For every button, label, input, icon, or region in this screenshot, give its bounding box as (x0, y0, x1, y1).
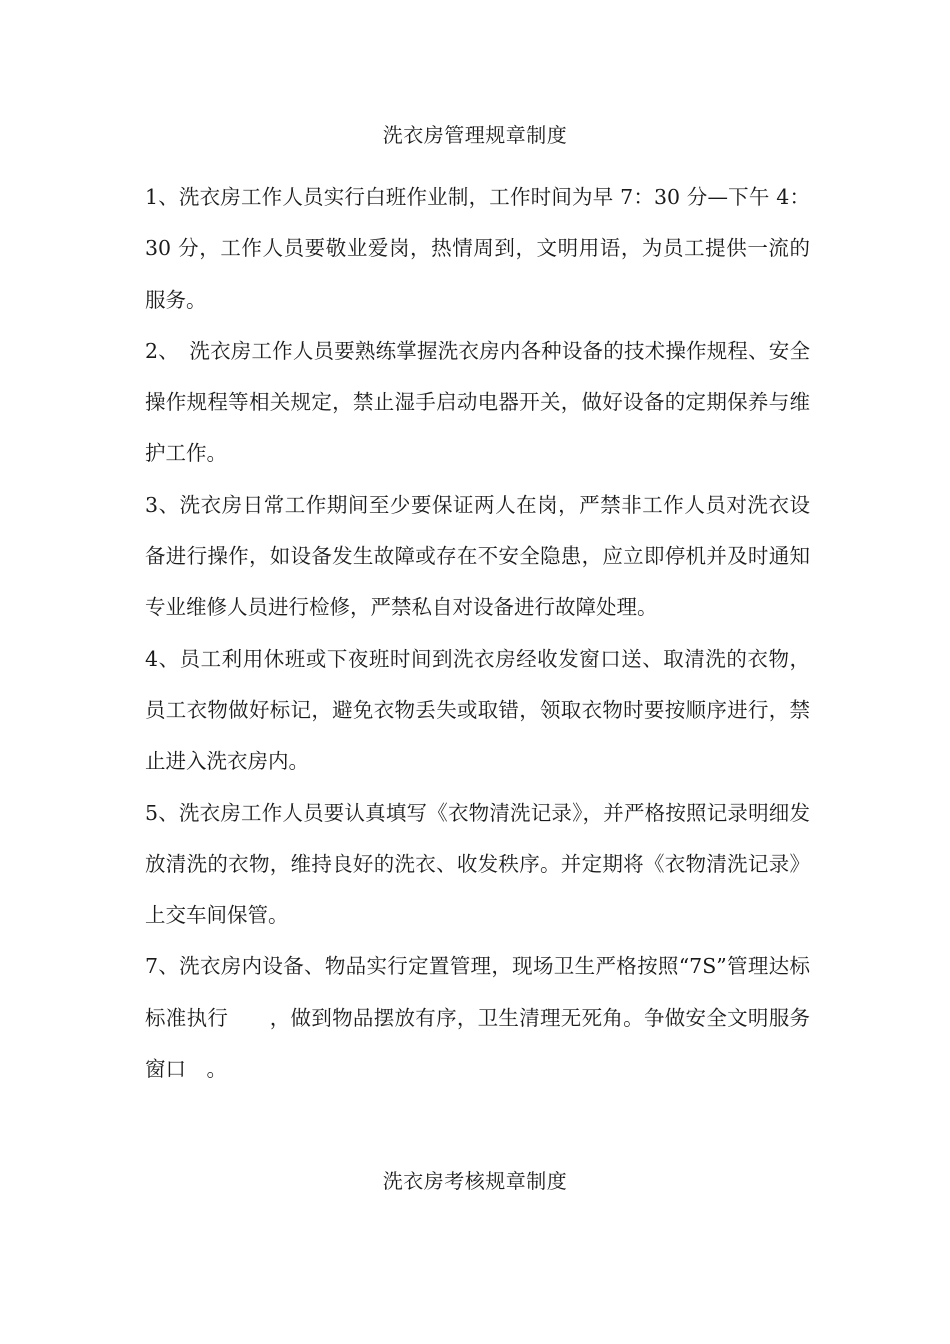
document-title: 洗衣房管理规章制度 (382, 123, 568, 147)
paragraph-4: 4、员工利用休班或下夜班时间到洗衣房经收发窗口送、取清洗的衣物，员工衣物做好标记，避免衣物丢失或取错，领取衣物时要按顺序进行，禁止进入洗衣房内。 (145, 646, 810, 774)
paragraph-7: 7、洗衣房内设备、物品实行定置管理，现场卫生严格按照“7S”管理达标标准执行 ，做到物品摆放有序，卫生清理无死角。争做安全文明服务窗口 。 (145, 954, 810, 1082)
paragraph-2: 2、 洗衣房工作人员要熟练掌握洗衣房内各种设备的技术操作规程、安全操作规程等相关规定，禁止湿手启动电器开关，做好设备的定期保养与维护工作。 (145, 338, 810, 466)
paragraph-5: 5、洗衣房工作人员要认真填写《衣物清洗记录》，并严格按照记录明细发放清洗的衣物，维持良好的洗衣、收发秩序。并定期将《衣物清洗记录》上交车间保管。 (145, 800, 810, 928)
section-title: 洗衣房考核规章制度 (382, 1169, 568, 1193)
document-body (145, 172, 810, 1095)
paragraph-3: 3、洗衣房日常工作期间至少要保证两人在岗，严禁非工作人员对洗衣设备进行操作，如设备发生故障或存在不安全隐患，应立即停机并及时通知专业维修人员进行检修，严禁私自对设备进行故障处理。 (145, 492, 810, 620)
paragraph-1: 1、洗衣房工作人员实行白班作业制，工作时间为早 7：30 分—下午 4：30 分，工作人员要敬业爱岗，热情周到，文明用语，为员工提供一流的服务。 (145, 185, 810, 312)
